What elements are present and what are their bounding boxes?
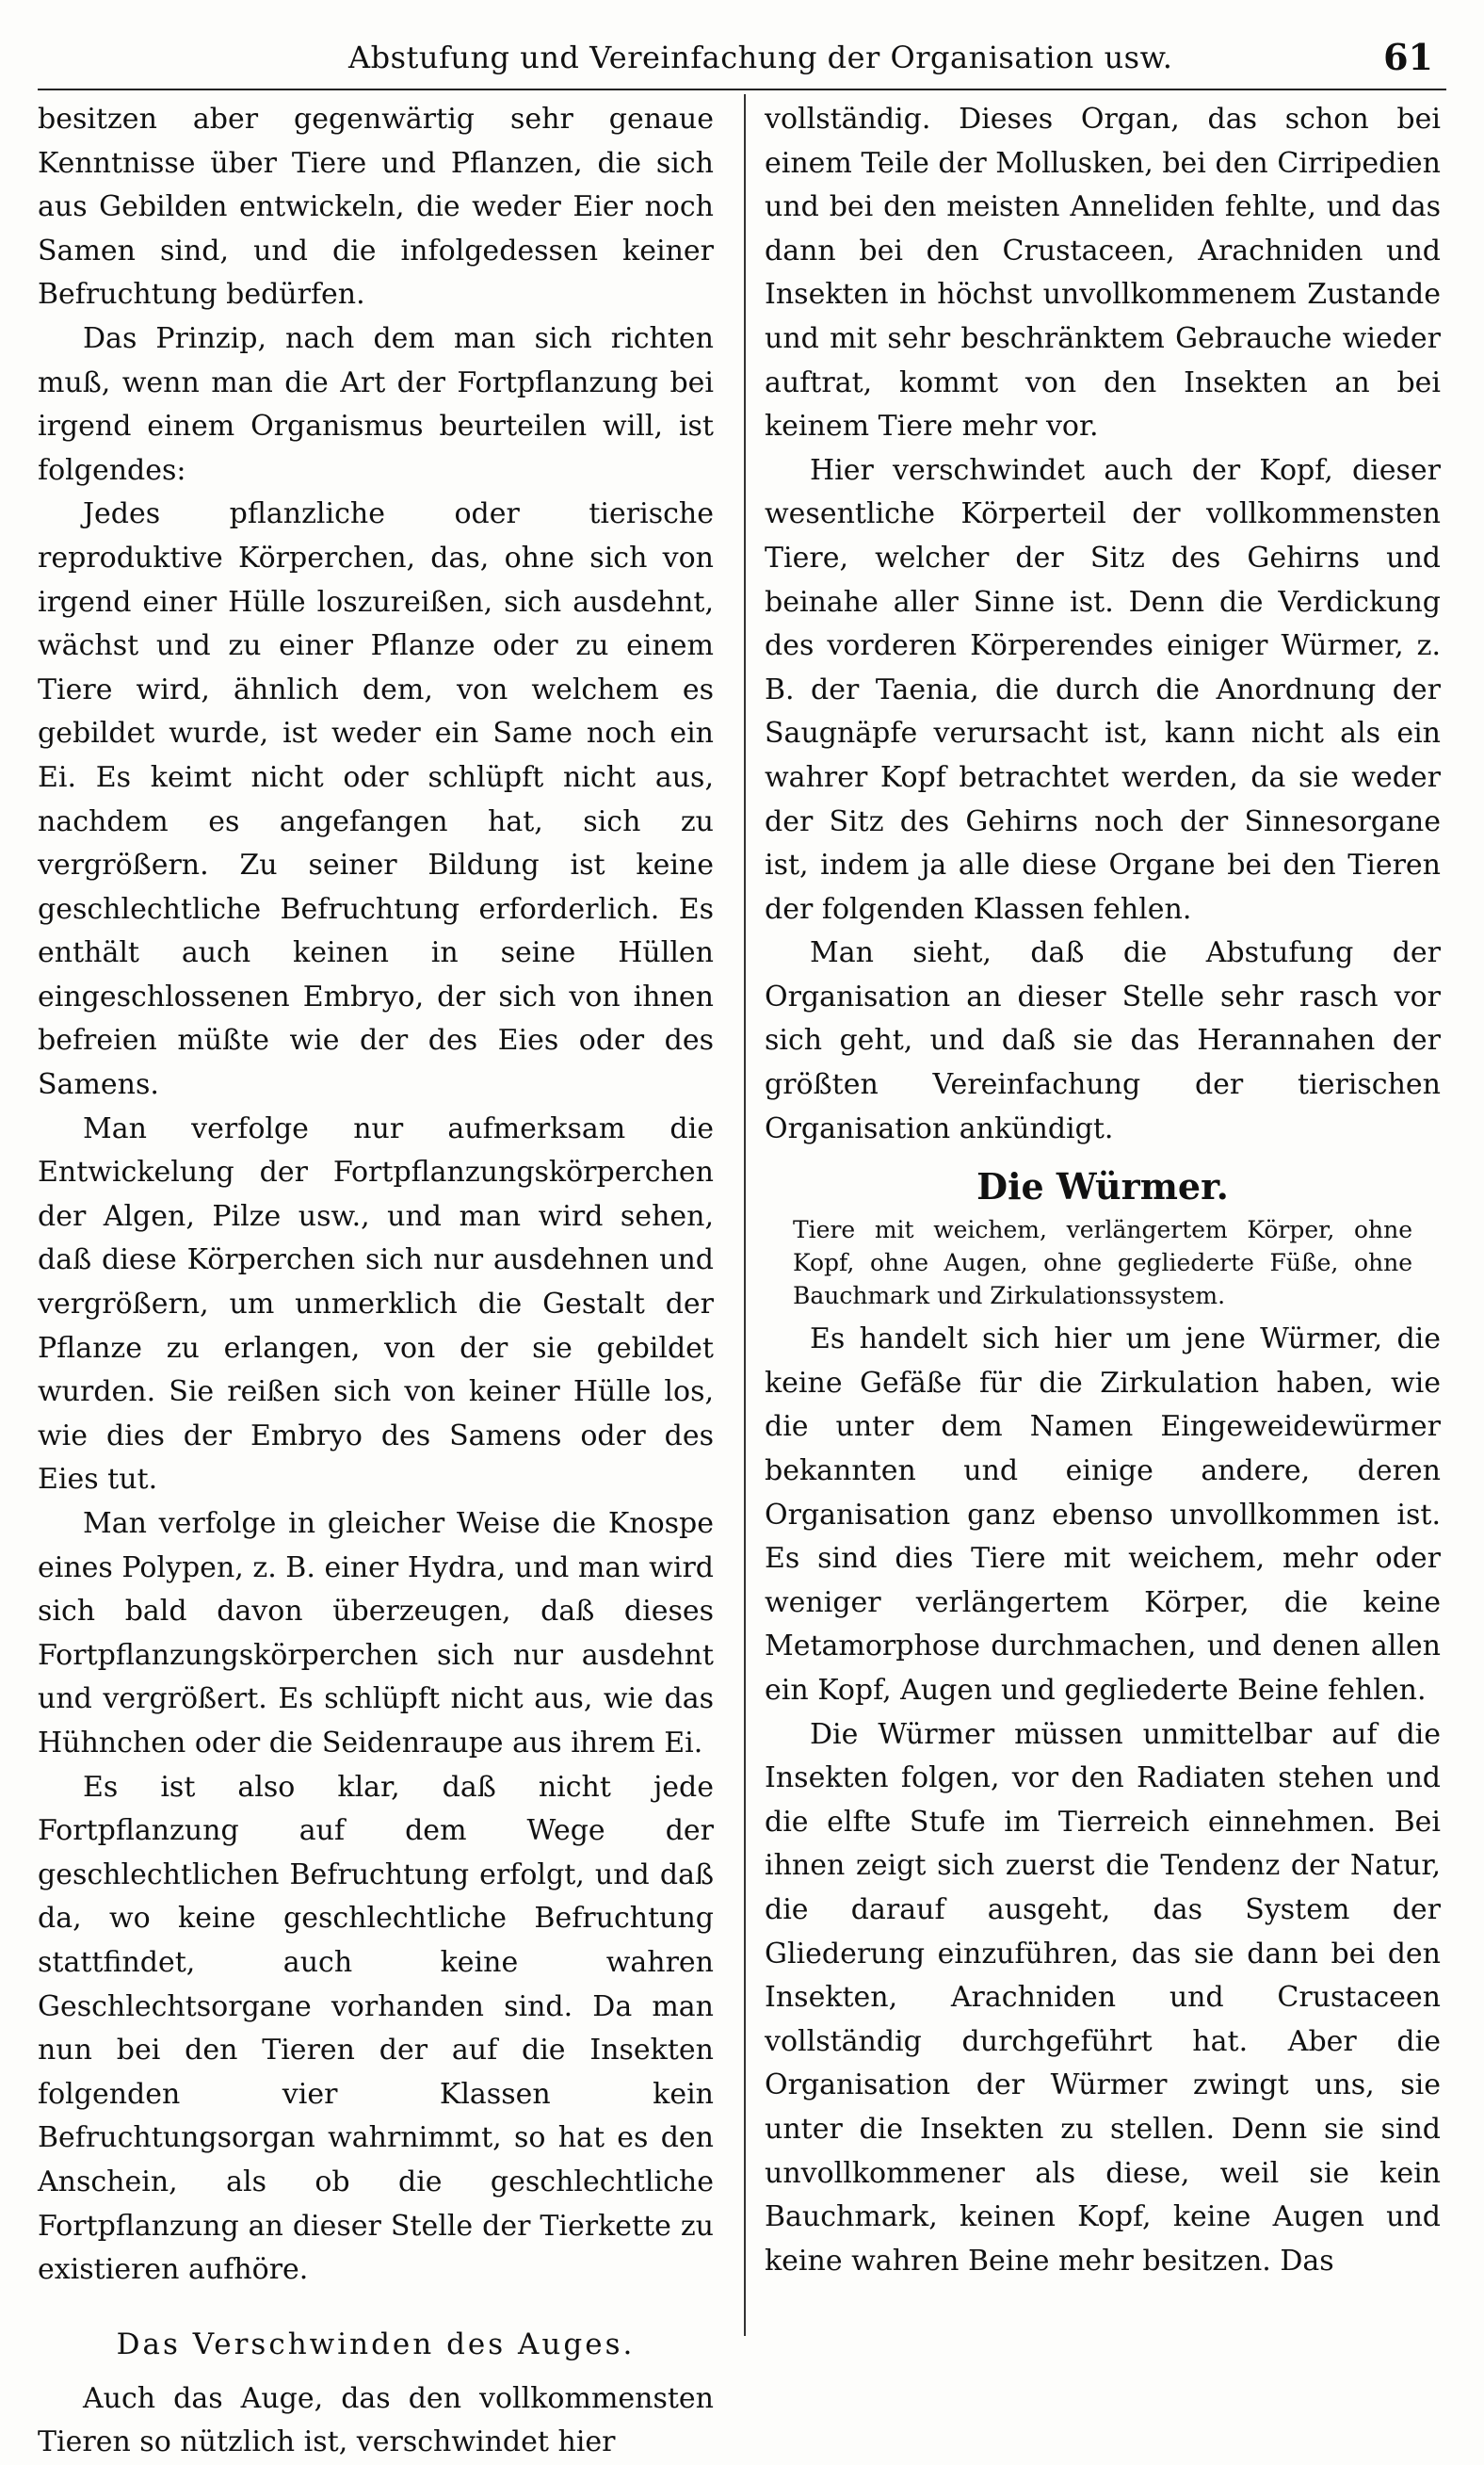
left-paragraph-7: Auch das Auge, das den vollkommensten Tieren so nützlich ist, verschwindet hier <box>38 2381 714 2459</box>
left-paragraph-6: Es ist also klar, daß nicht jede Fortpflanzung auf dem Wege der geschlechtlichen Befruchtung erfolgt, und daß da, wo keine geschlechtliche Befruchtung stattfindet, auch keine wahren Geschlechtsorgane vorhanden sind. Da man nun bei den Tieren der auf die Insekten folgenden vier Klassen kein Befruchtungsorgan wahrnimmt, so hat es den Anschein, als ob die geschlechtliche Fortpflanzung an dieser Stelle der Tierkette zu existieren aufhöre. <box>38 1770 714 2287</box>
left-paragraph-5: Man verfolge in gleicher Weise die Knospe eines Polypen, z. B. einer Hydra, und man wird sich bald davon überzeugen, daß dieses Fortpflanzungskörperchen sich nur ausdehnt und vergrößert. Es schlüpft nicht aus, wie das Hühnchen oder die Seidenraupe aus ihrem Ei. <box>38 1507 714 1760</box>
left-paragraph-1: besitzen aber gegenwärtig sehr genaue Kenntnisse über Tiere und Pflanzen, die sich aus Gebilden entwickeln, die weder Eier noch Samen sind, und die infolgedessen keiner Befruchtung bedürfen. <box>38 103 714 312</box>
running-head: Abstufung und Vereinfachung der Organisation usw. <box>348 40 1173 75</box>
right-paragraph-2: Hier verschwindet auch der Kopf, dieser wesentliche Körperteil der vollkommensten Tiere, welcher der Sitz des Gehirns und beinahe aller Sinne ist. Denn die Verdickung des vorderen Körperendes einiger Würmer, z. B. der Taenia, die durch die Anordnung der Saugnäpfe verursacht ist, kann nicht als ein wahrer Kopf betrachtet werden, da sie weder der Sitz des Gehirns noch der Sinnesorgane ist, indem ja alle diese Organe bei den Tieren der folgenden Klassen fehlen. <box>765 453 1441 926</box>
right-paragraph-5: Die Würmer müssen unmittelbar auf die Insekten folgen, vor den Radiaten stehen und die elfte Stufe im Tierreich einnehmen. Bei ihnen zeigt sich zuerst die Tendenz der Natur, die darauf ausgeht, das System der Gliederung einzuführen, das sie dann bei den Insekten, Arachniden und Crustaceen vollständig durchgeführt hat. Aber die Organisation der Würmer zwingt uns, sie unter die Insekten zu stellen. Denn sie sind unvollkommener als diese, weil sie kein Bauchmark, keinen Kopf, keine Augen und keine wahren Beine mehr besitzen. Das <box>765 1717 1441 2278</box>
column-divider <box>744 94 746 2336</box>
right-paragraph-4: Es handelt sich hier um jene Würmer, die keine Gefäße für die Zirkulation haben, wie die unter dem Namen Eingeweidewürmer bekannten und einige andere, deren Organisation ganz ebenso unvollkommen ist. Es sind dies Tiere mit weichem, mehr oder weniger verlängertem Körper, die keine Metamorphose durchmachen, und denen allen ein Kopf, Augen und gegliederte Beine fehlen. <box>765 1322 1441 1707</box>
section-summary: Tiere mit weichem, verlängertem Körper, ohne Kopf, ohne Augen, ohne gegliederte Füße, ohne Bauchmark und Zirkulationssystem. <box>793 1216 1412 1310</box>
section-title-worms: Die Würmer. <box>976 1165 1229 1208</box>
left-paragraph-2: Das Prinzip, nach dem man sich richten muß, wenn man die Art der Fortpflanzung bei irgend einem Organismus beurteilen will, ist folgendes: <box>38 321 714 487</box>
subheading-eye: Das Verschwinden des Auges. <box>116 2327 636 2361</box>
left-column <box>38 98 714 2465</box>
right-paragraph-3: Man sieht, daß die Abstufung der Organisation an dieser Stelle sehr rasch vor sich geht, und daß sie das Herannahen der größten Vereinfachung der tierischen Organisation ankündigt. <box>765 936 1441 1145</box>
right-column <box>765 98 1441 2283</box>
page-number: 61 <box>1383 36 1433 78</box>
page-header <box>38 32 1446 90</box>
left-paragraph-3: Jedes pflanzliche oder tierische reproduktive Körperchen, das, ohne sich von irgend einer Hülle loszureißen, sich ausdehnt, wächst und zu einer Pflanze oder zu einem Tiere wird, ähnlich dem, von welchem es gebildet wurde, ist weder ein Same noch ein Ei. Es keimt nicht oder schlüpft nicht aus, nachdem es angefangen hat, sich zu vergrößern. Zu seiner Bildung ist keine geschlechtliche Befruchtung erforderlich. Es enthält auch keinen in seine Hüllen eingeschlossenen Embryo, der sich von ihnen befreien müßte wie der des Eies oder des Samens. <box>38 497 714 1102</box>
left-paragraph-4: Man verfolge nur aufmerksam die Entwickelung der Fortpflanzungskörperchen der Algen, Pilze usw., und man wird sehen, daß diese Körperchen sich nur ausdehnen und vergrößern, um unmerklich die Gestalt der Pflanze zu erlangen, von der sie gebildet wurden. Sie reißen sich von keiner Hülle los, wie dies der Embryo des Samens oder des Eies tut. <box>38 1111 714 1497</box>
right-paragraph-1: vollständig. Dieses Organ, das schon bei einem Teile der Mollusken, bei den Cirripedien und bei den meisten Anneliden fehlte, und das dann bei den Crustaceen, Arachniden und Insekten in höchst unvollkommenem Zustande und mit sehr beschränktem Gebrauche wieder auftrat, kommt von den Insekten an bei keinem Tiere mehr vor. <box>765 103 1441 444</box>
